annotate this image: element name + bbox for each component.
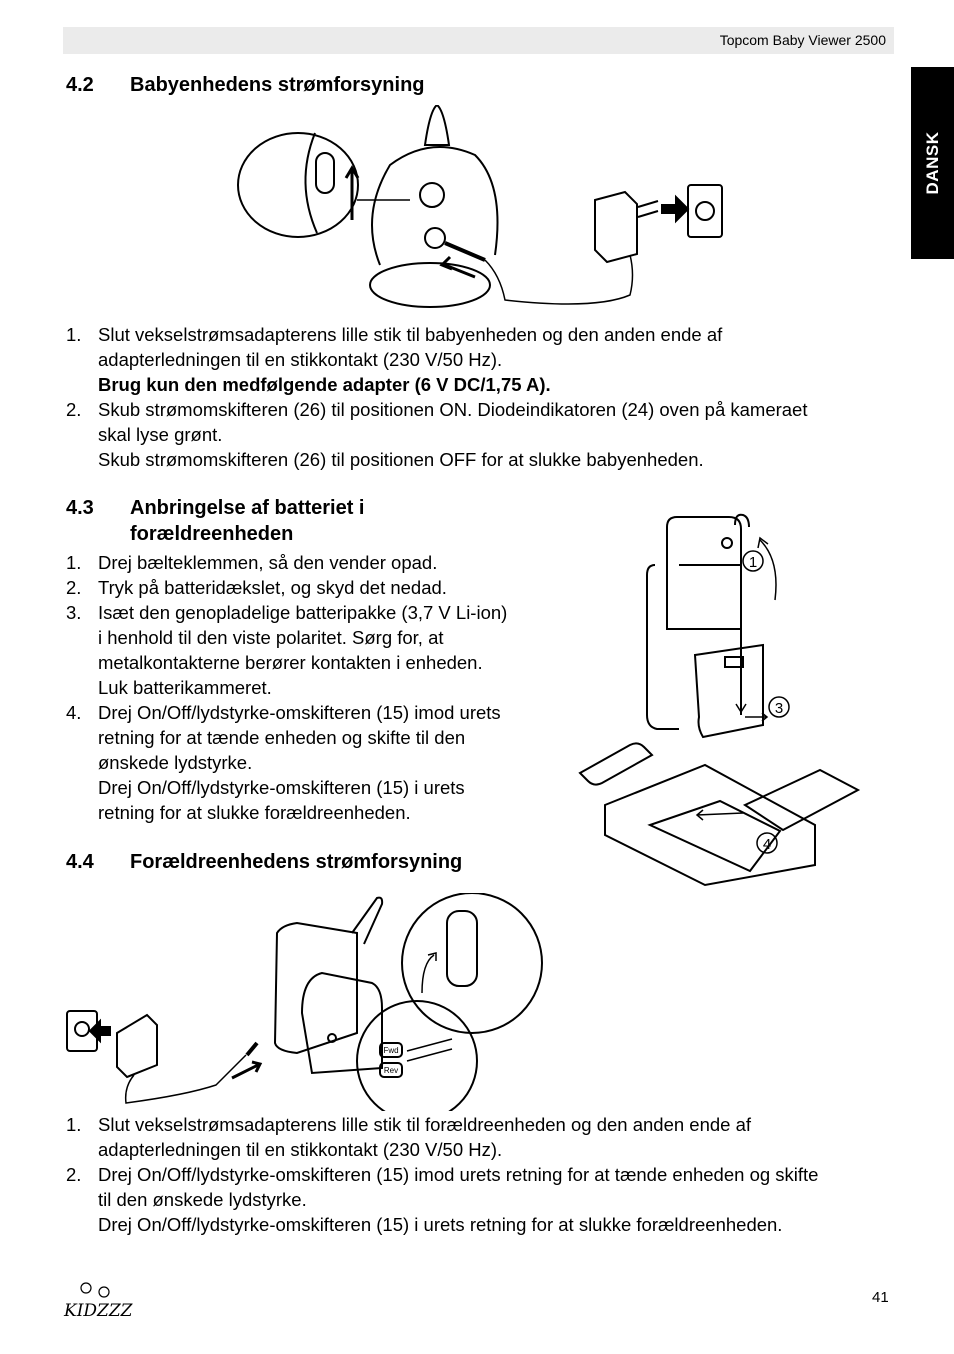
socket-holes: [75, 1022, 89, 1036]
ac-adapter-icon: [117, 1015, 157, 1077]
volume-switch: [447, 911, 477, 986]
speaker-icon: [420, 183, 444, 207]
dc-socket: [425, 228, 445, 248]
clip-hole: [722, 538, 732, 548]
steps-4-2: [66, 322, 896, 472]
fwd-label: Fwd: [383, 1046, 399, 1055]
camera-base: [370, 263, 490, 307]
parent-unit-back: [679, 565, 741, 715]
section-number: 4.2: [66, 74, 94, 96]
list-item: 1. Slut vekselstrømsadapterens lille stik til babyenheden og den anden ende af adapterledningen til en stikkontakt (230 V/50 Hz). Brug kun den medfølgende adapter (6 V DC/1,75 A).: [66, 322, 896, 397]
step-label-1: 1: [748, 554, 758, 571]
adapter-warning: Brug kun den medfølgende adapter (6 V DC/1,75 A).: [98, 374, 551, 395]
adapter-cable: [126, 1055, 246, 1103]
insert-arrow-icon: [442, 257, 475, 277]
step-label-4: 4: [762, 836, 772, 853]
belt-clip: [667, 517, 741, 629]
zoom-circle-buttons: [357, 1001, 477, 1111]
list-item: 4. Drej On/Off/lydstyrke-omskifteren (15) imod urets retning for at tænde enheden og skifte til den ønskede lydstyrke. Drej On/Off/lydstyrke-omskifteren (15) i urets retning for at slukke forældreenheden.: [66, 702, 501, 823]
section-title: Babyenhedens strømforsyning: [130, 74, 425, 96]
zoom-circle: [238, 133, 358, 237]
kidzzz-logo: [62, 1280, 137, 1322]
section-number: 4.3: [66, 497, 94, 519]
plug: [247, 1043, 257, 1055]
rotate-arrow-icon: [422, 953, 436, 993]
rotate-arrow-icon: [758, 538, 776, 600]
plug: [445, 243, 485, 260]
section-title: Forældreenhedens strømforsyning: [130, 851, 463, 873]
plug-in-arrow-icon: [90, 1021, 110, 1041]
battery-insert-figure: [575, 505, 865, 895]
parent-unit-power-figure: [62, 893, 557, 1111]
language-tab: [911, 67, 954, 259]
steps-4-3: [66, 550, 566, 825]
antenna: [425, 105, 449, 145]
list-item: 1. Drej bælteklemmen, så den vender opad.: [66, 552, 438, 573]
parent-unit-flat: [605, 765, 815, 885]
adapter-cable: [485, 255, 633, 304]
section-number: 4.4: [66, 851, 94, 873]
parent-unit: [275, 923, 357, 1053]
ac-adapter-icon: [595, 192, 637, 262]
document-title: Topcom Baby Viewer 2500: [719, 32, 886, 48]
section-heading-4-3: 4.3 Anbringelse af batteriet i forældreenheden: [66, 497, 365, 545]
page-number: 41: [872, 1289, 889, 1306]
rev-label: Rev: [383, 1066, 399, 1075]
baby-unit-power-figure: [230, 105, 730, 310]
down-arrow-icon: [736, 685, 746, 712]
list-item: 2. Drej On/Off/lydstyrke-omskifteren (15) imod urets retning for at tænde enheden og skifte til den ønskede lydstyrke. Drej On/Off/lydstyrke-omskifteren (15) i urets retning for at slukke forældreenheden.: [66, 1164, 819, 1235]
slide-arrow-icon: [745, 713, 767, 721]
menu-buttons: [407, 1039, 452, 1061]
section-title: Anbringelse af batteriet i: [130, 497, 365, 519]
plug-in-arrow-icon: [662, 197, 688, 221]
list-item: 3. Isæt den genopladelige batteripakke (3,7 V Li-ion) i henhold til den viste polaritet. Sørg for, at metalkontakterne berører kontakten i enheden. Luk batterikammeret.: [66, 602, 508, 698]
list-item: 1. Slut vekselstrømsadapterens lille stik til forældreenheden og den anden ende af adapterledningen til en stikkontakt (230 V/50 Hz).: [66, 1114, 752, 1160]
clip-hinge: [735, 515, 749, 527]
header-bar: [63, 27, 894, 54]
open-clip: [580, 743, 652, 784]
step-label-3: 3: [774, 700, 784, 717]
socket-holes: [696, 202, 714, 220]
wall-socket-icon: [688, 185, 722, 237]
power-switch: [316, 153, 334, 193]
list-item: 2. Skub strømomskifteren (26) til positionen ON. Diodeindikatoren (24) oven på kameraet skal lyse grønt. Skub strømomskifteren (26) til positionen OFF for at slukke babyenheden.: [66, 399, 808, 470]
list-item: 2. Tryk på batteridækslet, og skyd det nedad.: [66, 577, 447, 598]
language-label: DANSK: [922, 131, 942, 195]
insert-battery-arrow-icon: [697, 810, 743, 820]
logo-text: KIDZZZ: [64, 1301, 133, 1321]
adapter-prongs: [638, 201, 658, 217]
steps-4-4: [66, 1112, 896, 1237]
parent-unit-side: [647, 565, 679, 729]
battery-cover: [695, 645, 763, 737]
